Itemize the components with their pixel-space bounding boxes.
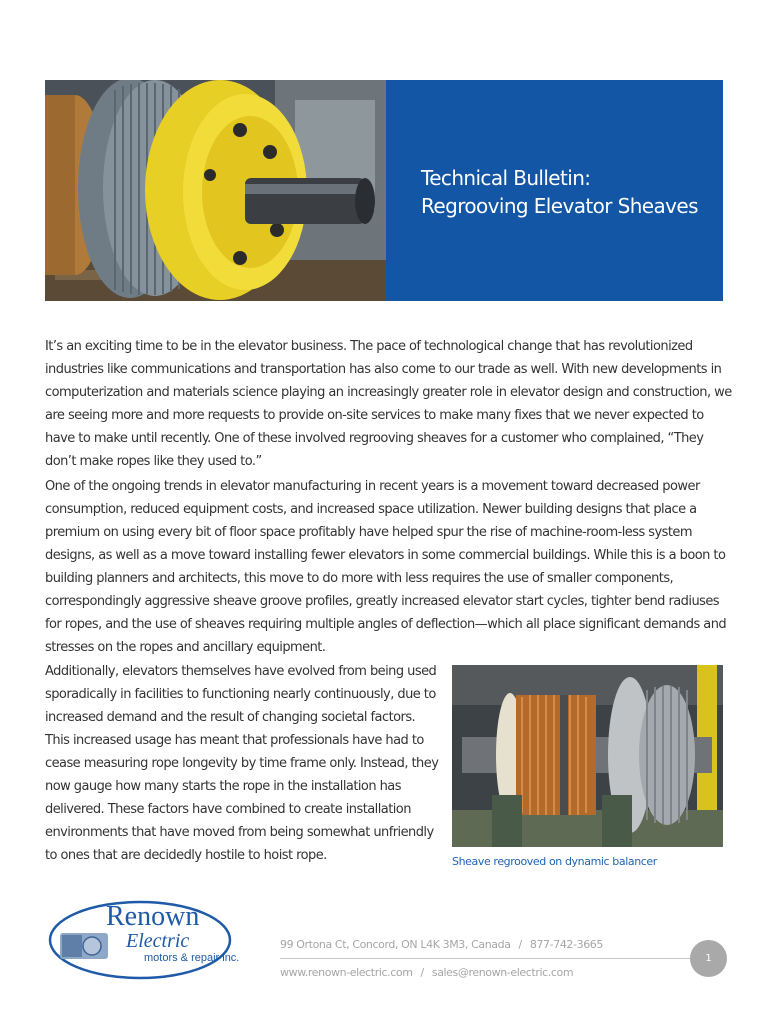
footer-separator: /: [518, 938, 522, 951]
footer-email-link[interactable]: sales@renown-electric.com: [431, 966, 574, 979]
logo-script: Electric: [126, 930, 190, 952]
company-logo: [48, 895, 268, 985]
body-paragraph-3: Additionally, elevators themselves have evolved from being used sporadically in facilities to functioning nearly continuously, due to increased demand and the result of changing societal factors. This increased usage has meant that professionals have had to cease measuring rope longevity by time frame only. Instead, they now gauge how many starts the rope in the installation has delivered. These factors have combined to create installation environments that have moved from being somewhat unfriendly to ones that are decidedly hostile to hoist rope.: [45, 664, 439, 863]
footer-address: 99 Ortona Ct, Concord, ON L4K 3M3, Canada: [280, 938, 511, 951]
page-number-badge: 1: [690, 940, 727, 977]
logo-tagline: motors & repair inc.: [144, 952, 240, 964]
hero-photo-elevator-sheave: [45, 80, 386, 301]
title-line-1: Technical Bulletin:: [421, 166, 591, 190]
page-title: [421, 164, 698, 220]
body-paragraph-1: It’s an exciting time to be in the elevator business. The pace of technological change that has revolutionized industries like communications and transportation has also come to our trade as well. With new developments in computerization and materials science playing an increasingly greater role in elevator design and construction, we are seeing more and more requests to provide on-site services to make many fixes that we never expected to have to make until recently. One of these involved regrooving sheaves for a customer who complained, “They don’t make ropes like they used to.”: [45, 339, 732, 469]
footer-phone[interactable]: 877-742-3665: [529, 938, 603, 951]
footer-contact-line-1: [280, 938, 603, 951]
figure-caption: Sheave regrooved on dynamic balancer: [452, 855, 657, 868]
footer-separator: /: [420, 966, 424, 979]
renown-electric-logo-icon: [48, 895, 268, 985]
sheave-illustration: [45, 80, 386, 301]
title-line-2: Regrooving Elevator Sheaves: [421, 194, 698, 218]
body-paragraph-2: One of the ongoing trends in elevator manufacturing in recent years is a movement toward decreased power consumption, reduced equipment costs, and increased space utilization. Newer building designs that place a premium on using every bit of floor space profitably have helped spur the rise of machine-room-less system designs, as well as a move toward installing fewer elevators in some commercial buildings. While this is a boon to building planners and architects, this move to do more with less requires the use of smaller components, correspondingly aggressive sheave groove profiles, greatly increased elevator start cycles, tighter bend radiuses for ropes, and the use of sheaves requiring multiple angles of deflection—which all place significant demands and stresses on the ropes and ancillary equipment.: [45, 479, 727, 655]
footer-website-link[interactable]: www.renown-electric.com: [280, 966, 413, 979]
logo-name: Renown: [106, 901, 200, 932]
hero-title-panel: [386, 80, 723, 301]
footer-divider: [280, 958, 695, 959]
footer-contact-line-2: [280, 966, 573, 979]
hero-banner: [45, 80, 723, 301]
figure-photo-dynamic-balancer: [452, 665, 723, 847]
balancer-illustration: [452, 665, 723, 847]
